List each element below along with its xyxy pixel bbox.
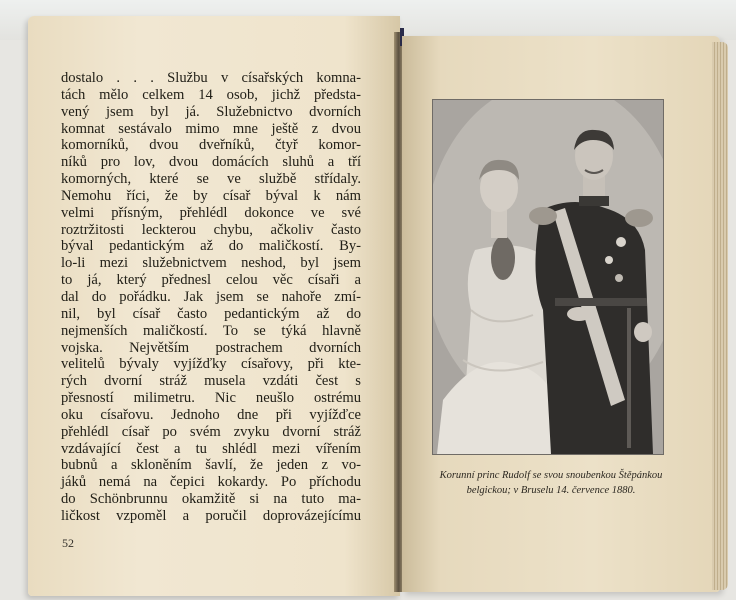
text-line: přesností milimetru. Nic neušlo ostrému: [61, 390, 361, 407]
text-line: oku císařovu. Jednoho dne při vyjížďce: [61, 406, 361, 423]
text-line: dostalo . . . Službu v císařských komna-: [61, 70, 361, 86]
text-line: roztržitosti leckterou chybu, ačkoliv často: [61, 221, 361, 238]
text-line: to já, který přednesl celou věc císaři a: [61, 272, 361, 289]
portrait-photo: [433, 100, 663, 454]
text-line: velmi přísným, přehlédl dokonce ve své: [61, 204, 361, 221]
text-line: komorných, které se ve službě střídaly.: [61, 171, 361, 188]
text-line: lo-li mezi služebnictvem neshod, byl jsem: [61, 255, 361, 272]
caption-line: Korunní princ Rudolf se svou snoubenkou Štěpánkou: [439, 470, 663, 481]
text-line: níků pro lov, dvou domácích sluhů a tří: [61, 154, 361, 171]
text-line: bubnů a skloněním šavlí, že jeden z vo-: [61, 457, 361, 474]
photo-caption: [420, 468, 682, 498]
portrait-illustration: [433, 100, 663, 454]
text-line: tách mělo celkem 14 osob, jichž předsta-: [61, 86, 361, 103]
text-line: komorníků, dvou dveřníků, čtyř komor-: [61, 137, 361, 154]
left-page-text: [61, 70, 361, 525]
text-line: vzdávající čest a tu shlédl mezi vířením: [61, 440, 361, 457]
text-line: přehlédl císař po svém zvyku dvorní stráž: [61, 423, 361, 440]
page-number: 52: [62, 536, 74, 550]
page-edges: [712, 42, 728, 590]
text-line: ličkost vzpoměl a poručil doprovázejícímu: [61, 507, 361, 524]
text-line: rých dvorní stráž musela vzdáti čest s: [61, 373, 361, 390]
text-line: vojska. Největším postrachem dvorních: [61, 339, 361, 356]
text-line: Nemohu říci, že by císař býval k nám: [61, 187, 361, 204]
text-line: nejmenších maličkostí. To se týká hlavně: [61, 322, 361, 339]
text-line: býval pedantickým až do maličkostí. By-: [61, 238, 361, 255]
text-line: do Schönbrunnu okamžitě si na tuto ma-: [61, 491, 361, 508]
text-line: nil, byl císař často pedantickým až do: [61, 305, 361, 322]
text-line: komnat sestávalo mimo mne ještě z dvou: [61, 120, 361, 137]
caption-line: belgickou; v Bruselu 14. července 1880.: [466, 485, 636, 496]
text-line: velitelů bývaly vyjížďky císařovy, při kte-: [61, 356, 361, 373]
text-line: jáků nemá na čepici kokardy. Po příchodu: [61, 474, 361, 491]
text-line: vený jsem byl já. Služebnictvo dvorních: [61, 103, 361, 120]
text-line: dal do pořádku. Jak jsem se nahoře zmí-: [61, 288, 361, 305]
